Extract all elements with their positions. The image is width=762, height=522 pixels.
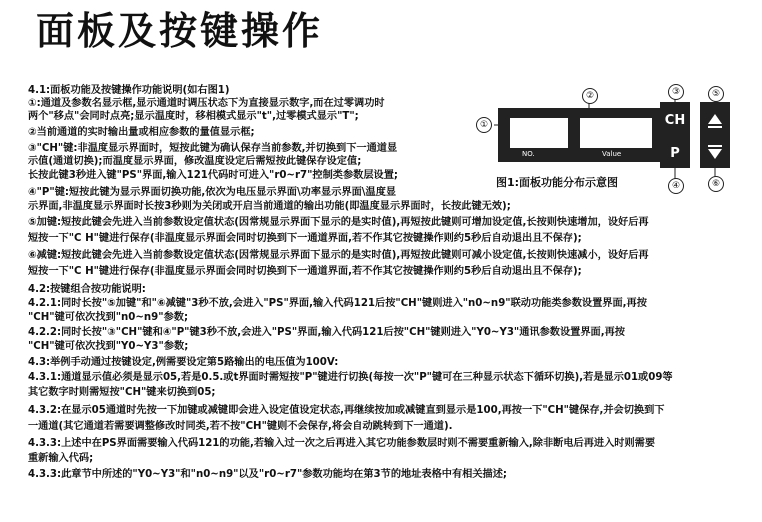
marker-4: ④ [668, 178, 684, 194]
text-line: ①:通道及参数名显示框,显示通道时调压状态下为直接显示数字,而在过零调功时 [28, 98, 385, 109]
ch-key[interactable]: CH [660, 102, 690, 138]
section-4-2-heading: 4.2:按键组合按功能说明: [28, 284, 146, 295]
text-line: 4.3.2:在显示05通道时先按一下加键或减键即会进入设定值设定状态,再继续按加或减键直到显示是100,再按一下"CH"键保存,并会切换到下 [28, 405, 665, 416]
section-4-3-heading: 4.3:举例手动通过按键设定,例需要设定第5路输出的电压值为100V: [28, 357, 339, 368]
text-line: 长按此键3秒进入键"PS"界面,输入121代码时可进入"r0~r7"控制类参数层设置; [28, 170, 398, 181]
text-line: "CH"键可依次找到"n0~n9"参数; [28, 312, 189, 323]
p-key[interactable]: P [660, 138, 690, 168]
text-line: ⑥减键:短按此键会先进入当前参数设定值状态(因常规显示界面下显示的是实时值),再短按此键则可减小设定值,长按则快速减小，设好后再 [28, 250, 649, 261]
text-line: 一通道(其它通道若需要调整修改时同类,若不按"CH"键则不会保存,将会自动跳转到下一通道). [28, 421, 453, 432]
text-line: ③"CH"键:非温度显示界面时，短按此键为确认保存当前参数,并切换到下一通道显 [28, 143, 398, 154]
text-line: 4.3.1:通道显示值必须是显示05,若是0.5.或t界面时需短按"P"键进行切换(每按一次"P"键可在三种显示状态下循环切换),若是显示01或09等 [28, 372, 673, 383]
panel-diagram [472, 87, 752, 200]
text-line: 示界面,非温度显示界面时长按3秒则为关闭或开启当前通道的输出功能(即温度显示界面时，长按此键无效); [28, 201, 511, 212]
text-line: 4.3.3:此章节中所述的"Y0~Y3"和"n0~n9"以及"r0~r7"参数功能均在第3节的地址表格中有相关描述; [28, 469, 507, 480]
text-line: ⑤加键:短按此键会先进入当前参数设定值状态(因常规显示界面下显示的是实时值),再短按此键则可增加设定值,长按则快速增加，设好后再 [28, 217, 649, 228]
marker-2: ② [582, 88, 598, 104]
marker-6: ⑥ [708, 176, 724, 192]
text-line: 示值(通道切换);而温度显示界面，修改温度设定后需短按此键保存设定值; [28, 156, 362, 167]
text-line: "CH"键可依次找到"Y0~Y3"参数; [28, 341, 189, 352]
section-4-1-heading: 4.1:面板功能及按键操作功能说明(如右图1) [28, 85, 230, 96]
marker-1: ① [476, 117, 492, 133]
text-line: ②当前通道的实时输出量或相应参数的量值显示框; [28, 127, 255, 138]
text-line: 其它数字时则需短按"CH"键来切换到05; [28, 387, 216, 398]
text-line: 短按一下"C H"键进行保存(非温度显示界面会同时切换到下一通道界面,若不作其它按键操作则约5秒后自动退出且不保存); [28, 233, 582, 244]
figure-caption: 图1:面板功能分布示意图 [496, 176, 619, 189]
text-line: 短按一下"C H"键进行保存(非温度显示界面会同时切换到下一通道界面,若不作其它按键操作则约5秒后自动退出且不保存); [28, 266, 582, 277]
text-line: 重新输入代码; [28, 453, 94, 464]
text-line: ④"P"键:短按此键为显示界面切换功能,依次为电压显示界面\功率显示界面\温度显 [28, 187, 397, 198]
text-line: 4.3.3:上述中在PS界面需要输入代码121的功能,若输入过一次之后再进入其它功能参数层时则不需要重新输入,除非断电后再进入时则需要 [28, 438, 656, 449]
page-title: 面板及按键操作 [36, 9, 324, 53]
marker-3: ③ [668, 84, 684, 100]
text-line: 两个"移点"会同时点亮;显示温度时，移相模式显示"t",过零模式显示"T"; [28, 111, 359, 122]
text-line: 4.2.2:同时长按"③"CH"键和④"P"键3秒不放,会进入"PS"界面,输入代码121后按"CH"键则进入"Y0~Y3"通讯参数设置界面,再按 [28, 327, 625, 338]
marker-5: ⑤ [708, 86, 724, 102]
label-value: Value [602, 150, 622, 158]
label-no: NO. [522, 150, 535, 158]
text-line: 4.2.1:同时长按"⑤加键"和"⑥减键"3秒不放,会进入"PS"界面,输入代码121后按"CH"键则进入"n0~n9"联动功能类参数设置界面,再按 [28, 298, 647, 309]
